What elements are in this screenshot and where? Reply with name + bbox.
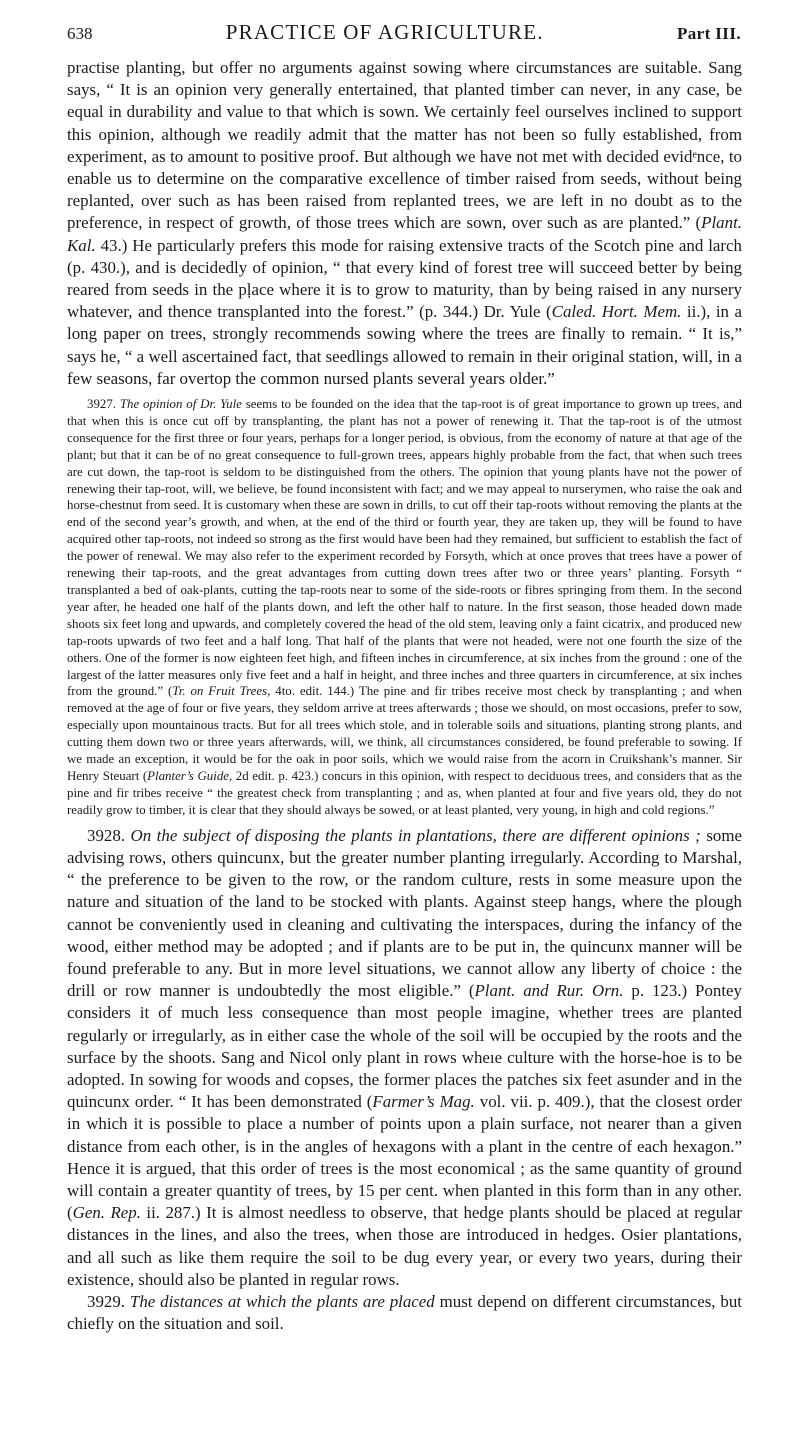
citation: Gen. Rep. (72, 1203, 141, 1223)
paragraph-3929: 3929. The distances at which the plants are placed must depend on different circumstances, but chiefly on the situation and soil. (67, 1291, 742, 1334)
section-heading: The opinion of Dr. Yule (119, 397, 242, 412)
section-heading: On the subject of disposing the plants in plantations, there are different opinions ; (130, 825, 701, 845)
citation: Plant. and Rur. Orn. (474, 981, 624, 1001)
paragraph-continued: practise planting, but offer no arguments against sowing where circumstances are suitable. Sang says, “ It is an opinion very generally entertained, that planted timber can never, in any case, be equal in durability and value to that which is sown. We certainly feel ourselves inclined to support this opinion, although we readily admit that the matter has not been so fully established, from experiment, as to amount to positive proof. But although we have not met with decided evidᵉnce, to enable us to determine on the comparative excellence of timber raised from seeds, without being replanted, over such as has been raised from replanted trees, we are left in no doubt as to the preference, in respect of growth, of those trees which are sown, over such as are planted.” (Plant. Kal. 43.) He particularly prefers this mode for raising extensive tracts of the Scotch pine and larch (p. 430.), and is decidedly of opinion, “ that every kind of forest tree will succeed better by being reared from seeds in the pļace where it is to grow to maturity, than by being raised in any nursery whatever, and thence transplanted into the forest.” (p. 344.) Dr. Yule (Caled. Hort. Mem. ii.), in a long paper on trees, strongly recommends sowing where the trees are finally to remain. “ It is,” says he, “ a well ascertained fact, that seedlings allowed to remain in their original station, will, in a few seasons, far overtop the common nursed plants several years older.” (67, 58, 742, 388)
section-number: 3928. (87, 825, 126, 845)
citation: Caled. Hort. Mem. (551, 302, 682, 322)
page-header (67, 20, 741, 56)
part-label: Part III. (676, 24, 741, 43)
section-number: 3929. (87, 1291, 126, 1311)
section-heading: The distances at which the plants are placed (129, 1291, 435, 1311)
page-number: 638 (67, 24, 93, 43)
citation: Plant. Kal. (67, 213, 742, 255)
citation: Planter’s Guide, (147, 768, 233, 783)
running-title: PRACTICE OF AGRICULTURE. (225, 20, 544, 44)
section-number: 3927. (87, 397, 117, 412)
page-body (67, 57, 742, 1335)
citation: Tr. on Fruit Trees, (172, 684, 271, 699)
citation: Farmer’s Mag. (372, 1092, 475, 1112)
paragraph-3928: 3928. On the subject of disposing the plants in plantations, there are different opinions ; some advising rows, others quincunx, but the greater number planting irregularly. According to Marshal, “ the preference to be given to the row, or the random culture, rests in some measure upon the nature and situation of the land to be stocked with plants. Against steep hangs, where the plough cannot be conveniently used in cleaning and cultivating the interspaces, during the infancy of the wood, either method may be adopted ; and if plants are to be put in, the quincunx manner will be found preferable to any. But in more level situations, we cannot allow any liberty of choice : the drill or row manner is undoubtedly the most eligible.” (Plant. and Rur. Orn. p. 123.) Pontey considers it of much less consequence than most people imagine, whether trees are planted regularly or irregularly, as in either case the whole of the soil will be occupied by the roots and the surface by the shoots. Sang and Nicol only plant in rows wheıe culture with the horse-hoe is to be adopted. In sowing for woods and copses, the former places the patches six feet asunder and in the quincunx order. “ It has been demonstrated (Farmer’s Mag. vol. vii. p. 409.), that the closest order in which it is possible to place a number of points upon a plain surface, not nearer than a given distance from each other, is in the angles of hexagons with a plant in the centre of each hexagon.” Hence it is argued, that this order of trees is the most economical ; as the same quantity of ground will contain a greater quantity of trees, by 15 per cent. when planted in this form than in any other. (Gen. Rep. ii. 287.) It is almost needless to observe, that hedge plants should be placed at regular distances in the lines, and also the trees, when those are introduced in hedges. Osier plantations, and all such as like them require the soil to be dug every year, or every two years, during their existence, should also be planted in regular rows. (67, 825, 742, 1289)
paragraph-3927: 3927. The opinion of Dr. Yule seems to be founded on the idea that the tap-root is of great importance to grown up trees, and that when this is once cut off by transplanting, the plant has not a power of renewing it. That the tap-root is of the utmost consequence for the first three or four years, perhaps for a longer period, is obvious, from the economy of nature at that age of the plant; but that it can be of no great consequence to full-grown trees, appears highly probable from the fact, that when such trees are cut down, the tap-root is seldom to be distinguished from the others. The opinion that young plants have not the power of renewing their tap-root, will, we believe, be found inconsistent with fact; and we may appeal to nurserymen, who raise the oak and horse-chestnut from seed. It is customary when these are sown in drills, to cut off their tap-roots without removing the plants at the end of the second year’s growth, and when, at the end of the third or fourth year, they are taken up, they will be found to have acquired other tap-roots, not indeed so strong as the first would have been had they remained, but sufficient to establish the fact of the power of renewal. We may also refer to the experiment recorded by Forsyth, which at once proves that trees have a power of renewing their tap-roots, and the great advantages from cutting down trees after two or three years’ planting. Forsyth “ transplanted a bed of oak-plants, cutting the tap-roots near to some of the side-roots or fibres springing from them. In the second year after, he headed one half of the plants down, and left the other half to nature. In the first season, those headed down made shoots six feet long and upwards, and completely covered the head of the old stem, leaving only a faint cicatrix, and produced new tap-roots upwards of two feet and a half long. That half of the plants that were not headed, were not one fourth the size of the others. One of the former is now eighteen feet high, and fifteen inches in circumference, at six inches from the ground : one of the largest of the latter measures only five feet and a half in height, and three inches and three quarters in circumference, at six inches from the ground.” (Tr. on Fruit Trees, 4to. edit. 144.) The pine and fir tribes receive most check by transplanting ; and when removed at the age of four or five years, they seldom arrive at trees afterwards ; those we should, on most occasions, prefer to sow, especially upon mountainous tracts. But for all trees which stole, and in tolerable soils and situations, planting strong plants, and cutting them down two or three years afterwards, will, we think, all circumstances considered, be found preferable to sowing. If we made an exception, it would be for the oak in poor soils, which we would raise from the acorn in Cruikshank’s manner. Sir Henry Steuart (Planter’s Guide, 2d edit. p. 423.) concurs in this opinion, with respect to deciduous trees, and considers that as the pine and fir tribes receive “ the greatest check from transplanting ; and as, when planted at four and five years old, they do not readily grow to timber, it is clear that they should always be sowed, or at least planted, very young, in high and cold regions.” (67, 397, 743, 817)
